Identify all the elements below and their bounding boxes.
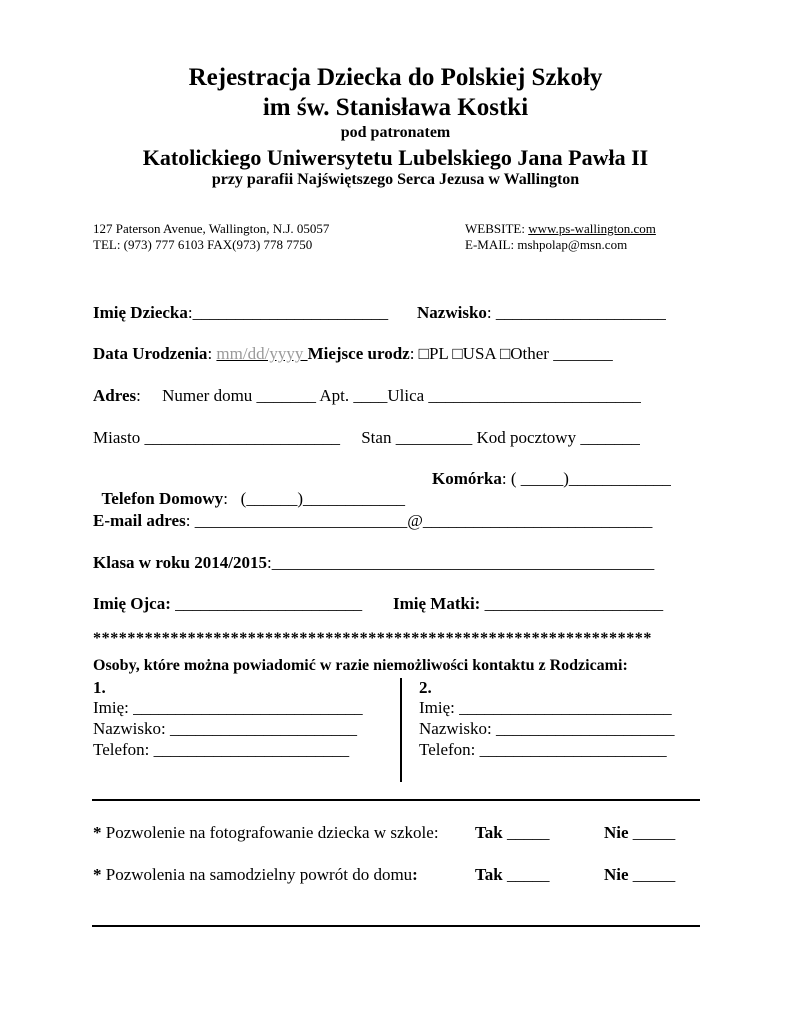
website-line xyxy=(465,221,656,237)
contact2-first-name-field[interactable]: Imię: _________________________ xyxy=(419,698,672,717)
grade-label: Klasa w roku 2014/2015 xyxy=(93,553,267,572)
birthplace-options[interactable]: : □PL □USA □Other _______ xyxy=(409,344,613,363)
home-phone-row xyxy=(93,469,405,509)
parish-name: przy parafii Najświętszego Serca Jezusa w Wallington xyxy=(211,171,580,188)
child-last-name-label: Nazwisko xyxy=(417,303,487,322)
school-address: 127 Paterson Avenue, Wallington, N.J. 05057 xyxy=(93,221,330,236)
section-divider-top xyxy=(92,799,700,801)
walk-no-blank[interactable]: _____ xyxy=(628,865,676,884)
address-fields[interactable]: : Numer domu _______ Apt. ____Ulica _________________________ xyxy=(136,386,641,405)
form-title-line1: Rejestracja Dziecka do Polskiej Szkoły xyxy=(188,64,603,91)
patronage-text: pod patronatem xyxy=(340,124,451,141)
child-last-name-field[interactable]: : ____________________ xyxy=(486,303,666,322)
contact2-last-name-field[interactable]: Nazwisko: _____________________ xyxy=(419,719,675,738)
walk-no-field[interactable] xyxy=(604,865,675,885)
child-first-name-label: Imię Dziecka xyxy=(93,303,188,322)
photo-yes-field[interactable] xyxy=(475,823,549,843)
birthplace-label: Miejsce urodz xyxy=(307,344,410,363)
walk-home-permission-label xyxy=(93,865,418,885)
walk-yes-blank[interactable]: _____ xyxy=(502,865,550,884)
walk-permission-text: Pozwolenia na samodzielny powrót do domu xyxy=(101,865,413,884)
mother-name-field[interactable]: _____________________ xyxy=(480,594,664,613)
father-row xyxy=(93,594,362,614)
photo-no-field[interactable] xyxy=(604,823,675,843)
walk-yes-field[interactable] xyxy=(475,865,549,885)
child-first-name-field[interactable]: :_______________________ xyxy=(187,303,389,322)
child-name-row xyxy=(93,303,388,323)
photo-no-label: Nie xyxy=(604,823,629,842)
cell-phone-group xyxy=(432,469,671,489)
column-divider xyxy=(400,678,402,782)
child-last-name-group xyxy=(417,303,666,323)
photo-yes-label: Tak xyxy=(475,823,503,842)
walk-no-label: Nie xyxy=(604,865,629,884)
dob-field[interactable]: mm/dd/yyyy xyxy=(216,344,308,363)
home-phone-label: Telefon Domowy xyxy=(101,489,224,508)
email-row xyxy=(93,511,652,531)
form-title-line2: im św. Stanisława Kostki xyxy=(262,94,529,121)
address-row xyxy=(93,386,641,406)
mother-group xyxy=(393,594,663,614)
mother-name-label: Imię Matki: xyxy=(393,594,481,613)
section-divider-bottom xyxy=(92,925,700,927)
website-label: WEBSITE: xyxy=(465,221,529,236)
grade-row xyxy=(93,553,654,573)
website-link[interactable]: www.ps-wallington.com xyxy=(528,221,656,236)
cell-phone-label: Komórka xyxy=(432,469,502,488)
photo-asterisk: * xyxy=(93,823,102,842)
email-label: E-mail adres xyxy=(93,511,186,530)
school-email: E-MAIL: mshpolap@msn.com xyxy=(465,237,628,252)
photo-no-blank[interactable]: _____ xyxy=(628,823,676,842)
father-name-field[interactable]: ______________________ xyxy=(170,594,363,613)
photo-yes-blank[interactable]: _____ xyxy=(502,823,550,842)
city-state-zip-row[interactable]: Miasto _______________________ Stan _________ Kod pocztowy _______ xyxy=(93,428,640,447)
contact1-last-name-field[interactable]: Nazwisko: ______________________ xyxy=(93,719,357,738)
photo-permission-text: Pozwolenie na fotografowanie dziecka w szkole: xyxy=(101,823,439,842)
home-phone-field[interactable]: : (______)____________ xyxy=(223,489,405,508)
cell-phone-field[interactable]: : ( _____)____________ xyxy=(501,469,671,488)
grade-field[interactable]: :_____________________________________________ xyxy=(266,553,655,572)
school-phones: TEL: (973) 777 6103 FAX(973) 778 7750 xyxy=(93,237,313,252)
contact1-phone-field[interactable]: Telefon: _______________________ xyxy=(93,740,350,759)
email-field[interactable]: : _________________________@___________________________ xyxy=(185,511,653,530)
dob-colon: : xyxy=(207,344,217,363)
birth-row xyxy=(93,344,613,364)
university-name: Katolickiego Uniwersytetu Lubelskiego Jana Pawła II xyxy=(142,145,649,170)
contact1-first-name-field[interactable]: Imię: ___________________________ xyxy=(93,698,363,717)
stars-separator: ***************************************************************** xyxy=(93,630,652,647)
contact2-number: 2. xyxy=(419,678,432,697)
photo-permission-label xyxy=(93,823,439,843)
walk-colon: : xyxy=(412,865,418,884)
father-name-label: Imię Ojca: xyxy=(93,594,171,613)
contact2-phone-field[interactable]: Telefon: ______________________ xyxy=(419,740,667,759)
dob-label: Data Urodzenia xyxy=(93,344,208,363)
walk-asterisk: * xyxy=(93,865,102,884)
contact1-number: 1. xyxy=(93,678,106,697)
walk-yes-label: Tak xyxy=(475,865,503,884)
address-label: Adres xyxy=(93,386,137,405)
emergency-heading: Osoby, które można powiadomić w razie niemożliwości kontaktu z Rodzicami: xyxy=(93,657,628,674)
